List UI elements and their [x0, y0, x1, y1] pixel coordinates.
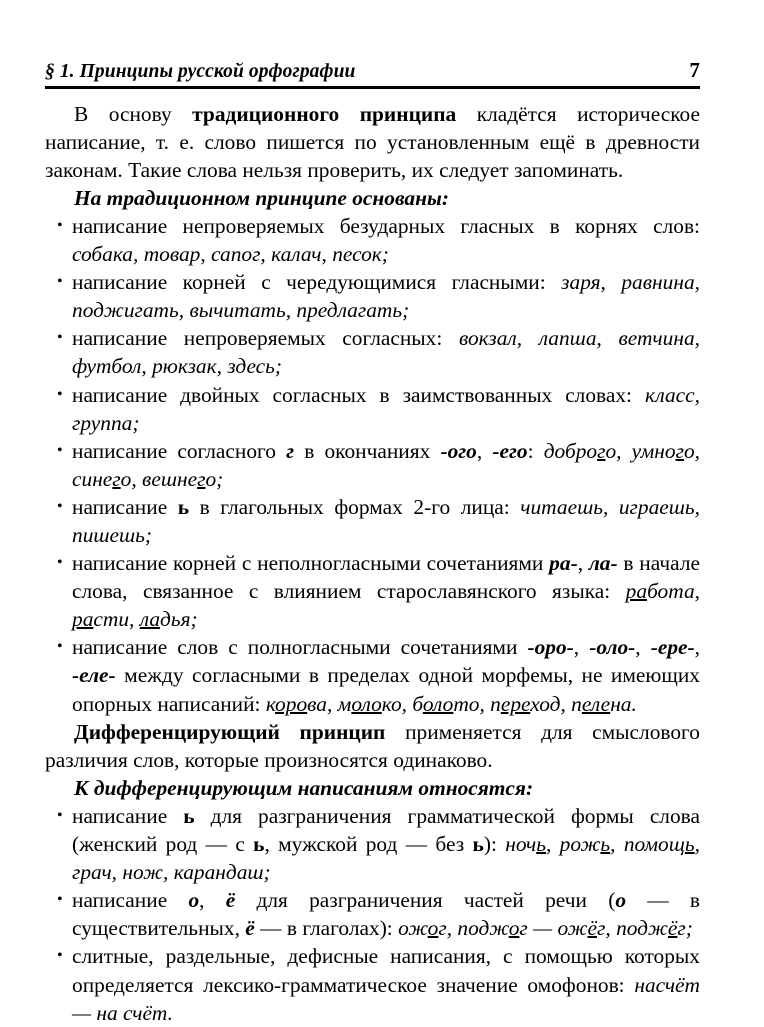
- example-part: ко,: [381, 691, 413, 716]
- emphasis-letter-o: о: [615, 888, 627, 913]
- emphasis-oro: -оро-: [527, 635, 574, 660]
- item-examples: класс, группа;: [72, 382, 700, 435]
- separator: ,: [577, 551, 589, 576]
- emphasis-soft-sign: ь: [183, 803, 195, 828]
- list-item: [45, 437, 700, 493]
- example-underlined: оло: [422, 691, 454, 716]
- separator: ,: [476, 438, 493, 463]
- item-lead-cont2: :: [527, 438, 544, 463]
- item-lead: написание корней с неполногласными сочетаниями: [72, 551, 550, 576]
- example-underlined: г: [597, 438, 606, 463]
- item-lead-cont2: , мужской род — без: [264, 832, 473, 857]
- item-examples: собака, товар, сапог, калач, песок;: [72, 242, 389, 267]
- item-lead: написание корней с чередующимися гласными:: [72, 270, 562, 295]
- example-part: сине: [72, 466, 113, 491]
- intro-paragraph: [45, 100, 700, 184]
- example-underlined: о: [427, 916, 439, 941]
- example-part: к: [265, 691, 276, 716]
- item-lead-cont3: — в глаголах):: [254, 916, 399, 941]
- separator: ,: [635, 635, 651, 660]
- separator: ,: [694, 635, 700, 660]
- intro-text-2: кладётся историческое написание, т. е. слово пишется по установленным ещё в древности законам. Такие слова нельзя проверить, их следует запоминать.: [45, 101, 700, 182]
- item-examples: вокзал, лапша, ветчина, футбол, рюкзак, здесь;: [72, 326, 700, 379]
- example-underlined: ь: [600, 832, 611, 857]
- list-item: [45, 886, 700, 942]
- example-underlined: оро: [275, 691, 308, 716]
- example-part: рож: [559, 832, 601, 857]
- bullet-list-traditional: [45, 212, 700, 718]
- emphasis-olo: -оло-: [589, 635, 636, 660]
- item-lead-cont: для разграничения частей речи (: [235, 888, 616, 913]
- example-underlined: ра: [72, 607, 94, 632]
- item-lead-cont3: ):: [483, 832, 506, 857]
- list-item: [45, 802, 700, 886]
- emphasis-letter-yo: ё: [245, 916, 255, 941]
- example-part: добро: [543, 438, 598, 463]
- item-lead: написание слов с полногласными сочетаниями: [72, 635, 528, 660]
- item-lead: написание непроверяемых безударных гласных в корнях слов:: [72, 213, 700, 238]
- list-item: [45, 212, 700, 268]
- emphasis-la: ла-: [588, 551, 618, 576]
- item-lead-cont: для разграничения грамматической формы слова (женский род — с: [72, 803, 700, 857]
- example-part: подж: [616, 916, 668, 941]
- example-underlined: ла: [139, 607, 161, 632]
- example-part: бота,: [647, 579, 700, 604]
- item-lead-cont2: — в существительных,: [72, 888, 700, 941]
- emphasis-ele: -еле-: [72, 663, 116, 688]
- item-lead-cont: в начале слова, связанное с влиянием старославянского языка:: [72, 551, 700, 604]
- item-examples: читаешь, играешь, пишешь;: [72, 494, 701, 547]
- example-part: помощ: [623, 832, 685, 857]
- example-underlined: г: [675, 438, 684, 463]
- example-part: г,: [438, 916, 458, 941]
- running-head: [45, 58, 700, 86]
- example-underlined: ере: [500, 691, 531, 716]
- example-part: ,: [694, 832, 700, 857]
- emphasis-ra: ра-: [549, 551, 578, 576]
- example-part: на.: [610, 691, 637, 716]
- example-part: ноч: [505, 832, 537, 857]
- example-part: г,: [597, 916, 617, 941]
- emphasis-letter-o: о: [188, 888, 200, 913]
- list-item: [45, 942, 700, 1026]
- example-part: ож: [557, 916, 588, 941]
- example-part: м: [337, 691, 352, 716]
- example-part: б: [412, 691, 423, 716]
- list-item: [45, 324, 700, 380]
- example-part: ,: [610, 832, 624, 857]
- list-item: [45, 633, 700, 717]
- item-lead-cont: в окончаниях: [294, 438, 441, 463]
- example-part: г —: [519, 916, 558, 941]
- example-part: п: [571, 691, 582, 716]
- diff-text: применяется для смыслового различия слов, которые произносятся одинаково.: [45, 719, 700, 772]
- intro-bold-term: традиционного принципа: [192, 101, 457, 126]
- item-lead: написание непроверяемых согласных:: [72, 326, 459, 351]
- example-part: о,: [120, 466, 143, 491]
- example-part: п: [490, 691, 501, 716]
- example-underlined: г: [197, 466, 206, 491]
- bullet-list-differentiating: [45, 802, 700, 1027]
- list-item: [45, 381, 700, 437]
- emphasis-ending-ego: -его: [492, 438, 528, 463]
- example-part: ход,: [530, 691, 572, 716]
- emphasis-soft-sign: ь: [472, 832, 484, 857]
- example-part: умно: [631, 438, 676, 463]
- separator: ,: [199, 888, 226, 913]
- diff-bold-term: Дифференцирующий принцип: [74, 719, 386, 744]
- page-content: [45, 58, 700, 1027]
- item-lead: слитные, раздельные, дефисные написания, с помощью которых определяется лексико-грамматическое значение омофонов:: [72, 944, 700, 997]
- emphasis-soft-sign: ь: [177, 494, 190, 519]
- item-lead-cont: между согласными в пределах одной морфемы, не имеющих опорных написаний:: [72, 663, 700, 716]
- item-lead: написание двойных согласных в заимствованных словах:: [72, 382, 645, 407]
- item-lead: написание согласного: [72, 438, 287, 463]
- example-part: вешне: [142, 466, 198, 491]
- example-underlined: ё: [587, 916, 598, 941]
- item-lead: написание: [72, 803, 184, 828]
- header-rule: [45, 86, 700, 89]
- example-part: о,: [683, 438, 700, 463]
- example-underlined: оло: [351, 691, 382, 716]
- intro-text-1: В основу: [74, 101, 193, 126]
- separator: ,: [573, 635, 590, 660]
- list-item: [45, 549, 700, 633]
- example-part: ва,: [307, 691, 338, 716]
- emphasis-ere: -ере-: [650, 635, 695, 660]
- example-part: о,: [605, 438, 632, 463]
- example-part: сти,: [93, 607, 140, 632]
- item-lead-cont: в глагольных формах 2-го лица:: [189, 494, 521, 519]
- example-part: то,: [453, 691, 491, 716]
- example-underlined: г: [112, 466, 121, 491]
- emphasis-letter-yo: ё: [225, 888, 236, 913]
- example-underlined: ь: [536, 832, 546, 857]
- section-title: § 1. Принципы русской орфографии: [45, 61, 356, 82]
- example-underlined: ра: [625, 579, 648, 604]
- differentiating-paragraph: [45, 718, 700, 774]
- item-lead: написание: [72, 494, 178, 519]
- example-part: о;: [205, 466, 224, 491]
- item-lead: написание: [72, 888, 189, 913]
- list-item: [45, 493, 700, 549]
- emphasis-letter-g: г: [286, 438, 295, 463]
- page-number: 7: [689, 58, 700, 82]
- item-examples: заря, равнина, поджигать, вычитать, предлагать;: [72, 270, 701, 323]
- emphasis-soft-sign: ь: [253, 832, 265, 857]
- item-examples: насчёт — на счёт.: [72, 972, 700, 1025]
- example-part: подж: [457, 916, 509, 941]
- example-underlined: ь: [684, 832, 695, 857]
- example-underlined: о: [508, 916, 520, 941]
- example-underlined: еле: [581, 691, 611, 716]
- example-part: ,: [545, 832, 560, 857]
- example-part: ож: [398, 916, 428, 941]
- item-examples: грач, нож, карандаш;: [72, 860, 271, 885]
- subheading-traditional: На традиционном принципе основаны:: [74, 185, 449, 210]
- emphasis-ending-ogo: -ого: [440, 438, 477, 463]
- example-part: г;: [677, 916, 693, 941]
- subheading-differentiating: К дифференцирующим написаниям относятся:: [74, 775, 534, 800]
- example-part: дья;: [160, 607, 198, 632]
- list-item: [45, 268, 700, 324]
- example-underlined: ё: [667, 916, 678, 941]
